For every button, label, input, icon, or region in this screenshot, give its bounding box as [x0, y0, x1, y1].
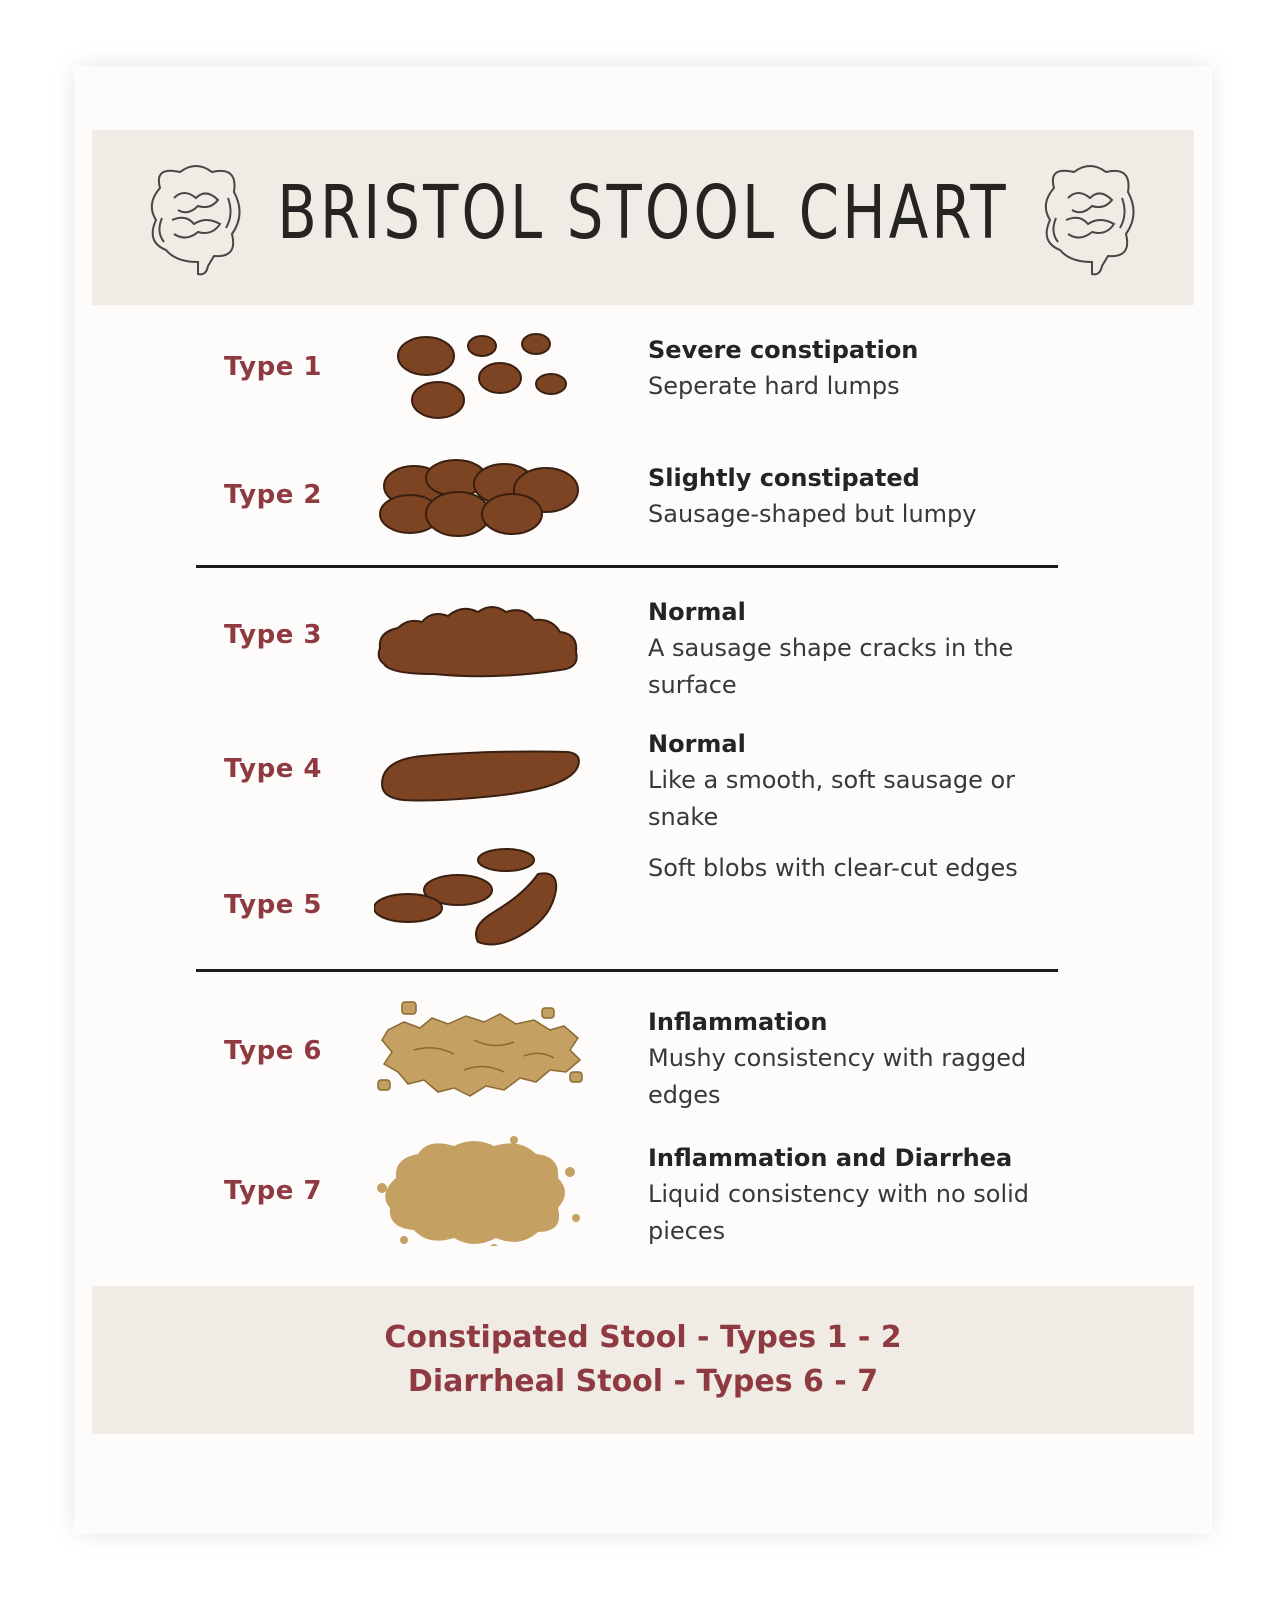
type-3-illustration	[374, 590, 594, 700]
description-text: Like a smooth, soft sausage or snake	[648, 766, 1016, 831]
type-description	[648, 726, 1068, 836]
type-label: Type 7	[224, 1176, 322, 1206]
type-label: Type 4	[224, 754, 322, 784]
type-label: Type 3	[224, 620, 322, 650]
description-text: Seperate hard lumps	[648, 372, 900, 400]
page-title: BRISTOL STOOL CHART	[277, 170, 1009, 256]
header-band	[92, 130, 1194, 305]
description-title: Normal	[648, 598, 746, 626]
type-6-illustration	[374, 1000, 594, 1110]
description-text: A sausage shape cracks in the surface	[648, 634, 1014, 699]
type-2-illustration	[374, 456, 594, 566]
type-description	[648, 332, 1068, 405]
description-title: Normal	[648, 730, 746, 758]
type-label: Type 6	[224, 1036, 322, 1066]
footer-constipated: Constipated Stool - Types 1 - 2	[384, 1320, 902, 1355]
type-description	[648, 1140, 1068, 1250]
description-title: Slightly constipated	[648, 464, 920, 492]
description-title: Severe constipation	[648, 336, 919, 364]
footer-band	[92, 1286, 1194, 1434]
footer-diarrheal: Diarrheal Stool - Types 6 - 7	[407, 1364, 879, 1399]
type-description	[648, 594, 1068, 704]
type-1-illustration	[374, 328, 594, 438]
description-text: Sausage-shaped but lumpy	[648, 500, 977, 528]
intestine-icon	[1034, 158, 1146, 280]
section-divider	[196, 969, 1058, 972]
section-divider	[196, 565, 1058, 568]
type-label: Type 2	[224, 480, 322, 510]
description-text: Mushy consistency with ragged edges	[648, 1044, 1027, 1109]
type-description	[648, 1004, 1068, 1114]
poster	[74, 66, 1212, 1534]
type-label: Type 1	[224, 352, 322, 382]
type-description	[648, 850, 1068, 887]
type-5-illustration	[374, 846, 594, 956]
description-title: Inflammation and Diarrhea	[648, 1144, 1013, 1172]
type-7-illustration	[374, 1136, 594, 1246]
type-4-illustration	[374, 722, 594, 832]
type-description	[648, 460, 1068, 533]
description-text: Liquid consistency with no solid pieces	[648, 1180, 1030, 1245]
description-title: Inflammation	[648, 1008, 828, 1036]
type-label: Type 5	[224, 890, 322, 920]
description-text: Soft blobs with clear-cut edges	[648, 854, 1018, 882]
